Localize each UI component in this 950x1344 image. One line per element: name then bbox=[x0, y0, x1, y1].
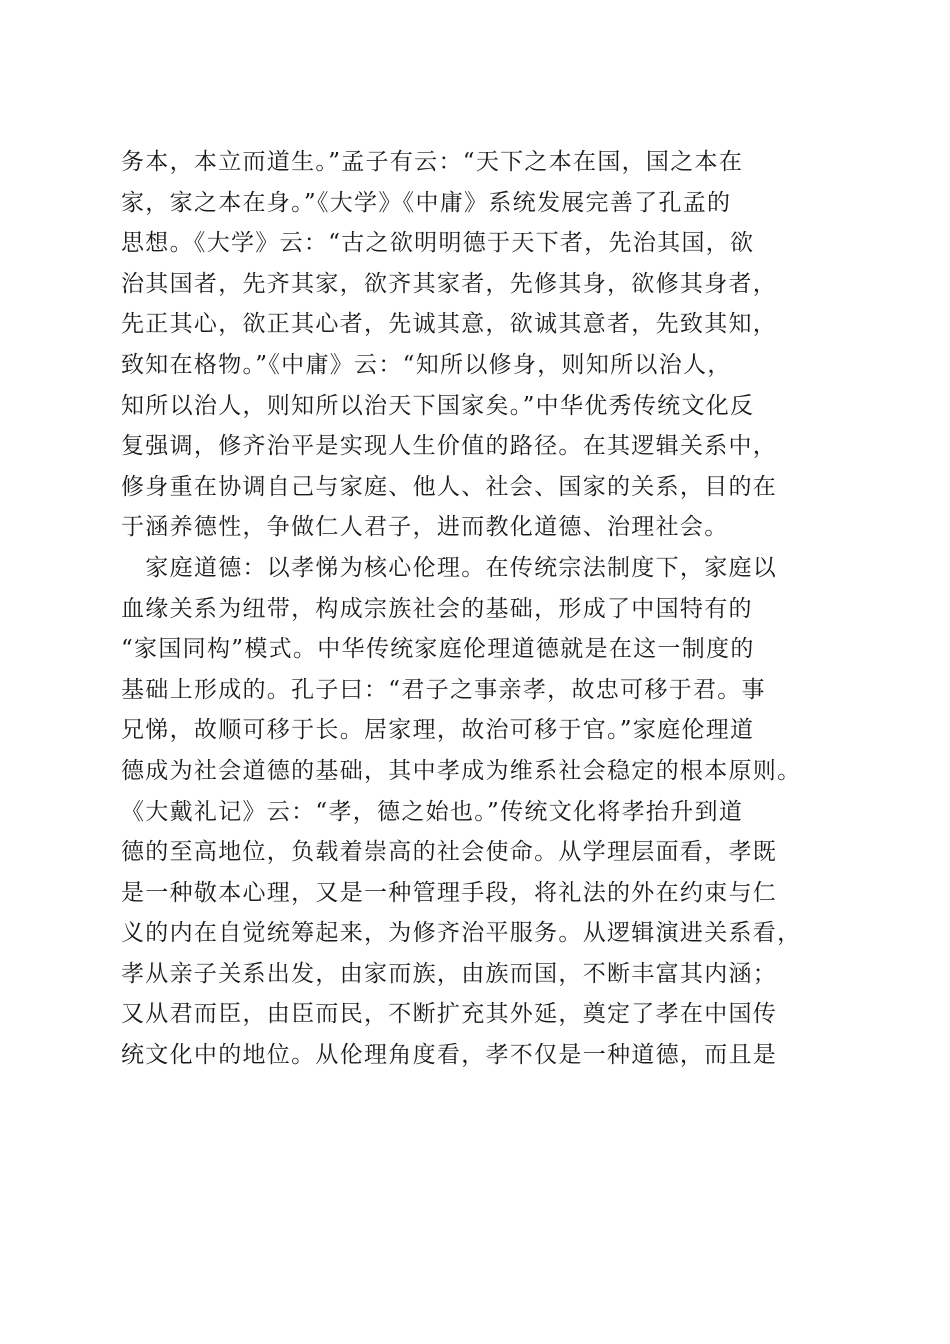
text-line: 于涵养德性，争做仁人君子，进而教化道德、治理社会。 bbox=[121, 514, 729, 541]
text-line: 又从君而臣，由臣而民，不断扩充其外延，奠定了孝在中国传 bbox=[121, 1001, 778, 1028]
text-line: 德的至高地位，负载着崇高的社会使命。从学理层面看，孝既 bbox=[121, 839, 778, 866]
text-line: 治其国者，先齐其家，欲齐其家者，先修其身，欲修其身者， bbox=[121, 270, 778, 297]
text-line: 血缘关系为纽带，构成宗族社会的基础，形成了中国特有的 bbox=[121, 595, 753, 622]
body-text bbox=[121, 142, 833, 1076]
text-line: 复强调，修齐治平是实现人生价值的路径。在其逻辑关系中， bbox=[121, 433, 778, 460]
text-line: 是一种敬本心理，又是一种管理手段，将礼法的外在约束与仁 bbox=[121, 879, 778, 906]
text-line: 家，家之本在身。”《大学》《中庸》系统发展完善了孔孟的 bbox=[121, 189, 732, 216]
text-line: 修身重在协调自己与家庭、他人、社会、国家的关系，目的在 bbox=[121, 473, 778, 500]
text-line: 务本，本立而道生。”孟子有云：“天下之本在国，国之本在 bbox=[121, 149, 744, 175]
text-line: 思想。《大学》云：“古之欲明明德于天下者，先治其国，欲 bbox=[121, 230, 755, 257]
text-line: 孝从亲子关系出发，由家而族，由族而国，不断丰富其内涵； bbox=[121, 960, 778, 987]
text-line: 家庭道德：以孝悌为核心伦理。在传统宗法制度下，家庭以 bbox=[121, 554, 778, 581]
text-line: 兄悌，故顺可移于长。居家理，故治可移于官。”家庭伦理道 bbox=[121, 717, 755, 744]
text-line: 德成为社会道德的基础，其中孝成为维系社会稳定的根本原则。 bbox=[121, 757, 802, 784]
text-line: “家国同构”模式。中华传统家庭伦理道德就是在这一制度的 bbox=[121, 636, 755, 663]
text-line: 《大戴礼记》云：“孝，德之始也。”传统文化将孝抬升到道 bbox=[121, 798, 744, 825]
text-line: 统文化中的地位。从伦理角度看，孝不仅是一种道德，而且是 bbox=[121, 1042, 778, 1069]
text-line: 致知在格物。”《中庸》云：“知所以修身，则知所以治人， bbox=[121, 351, 732, 378]
text-line: 义的内在自觉统筹起来，为修齐治平服务。从逻辑演进关系看， bbox=[121, 920, 802, 947]
text-line: 知所以治人，则知所以治天下国家矣。”中华优秀传统文化反 bbox=[121, 392, 755, 419]
text-line: 先正其心，欲正其心者，先诚其意，欲诚其意者，先致其知， bbox=[121, 311, 778, 338]
text-line: 基础上形成的。孔子曰：“君子之事亲孝，故忠可移于君。事 bbox=[121, 676, 766, 703]
